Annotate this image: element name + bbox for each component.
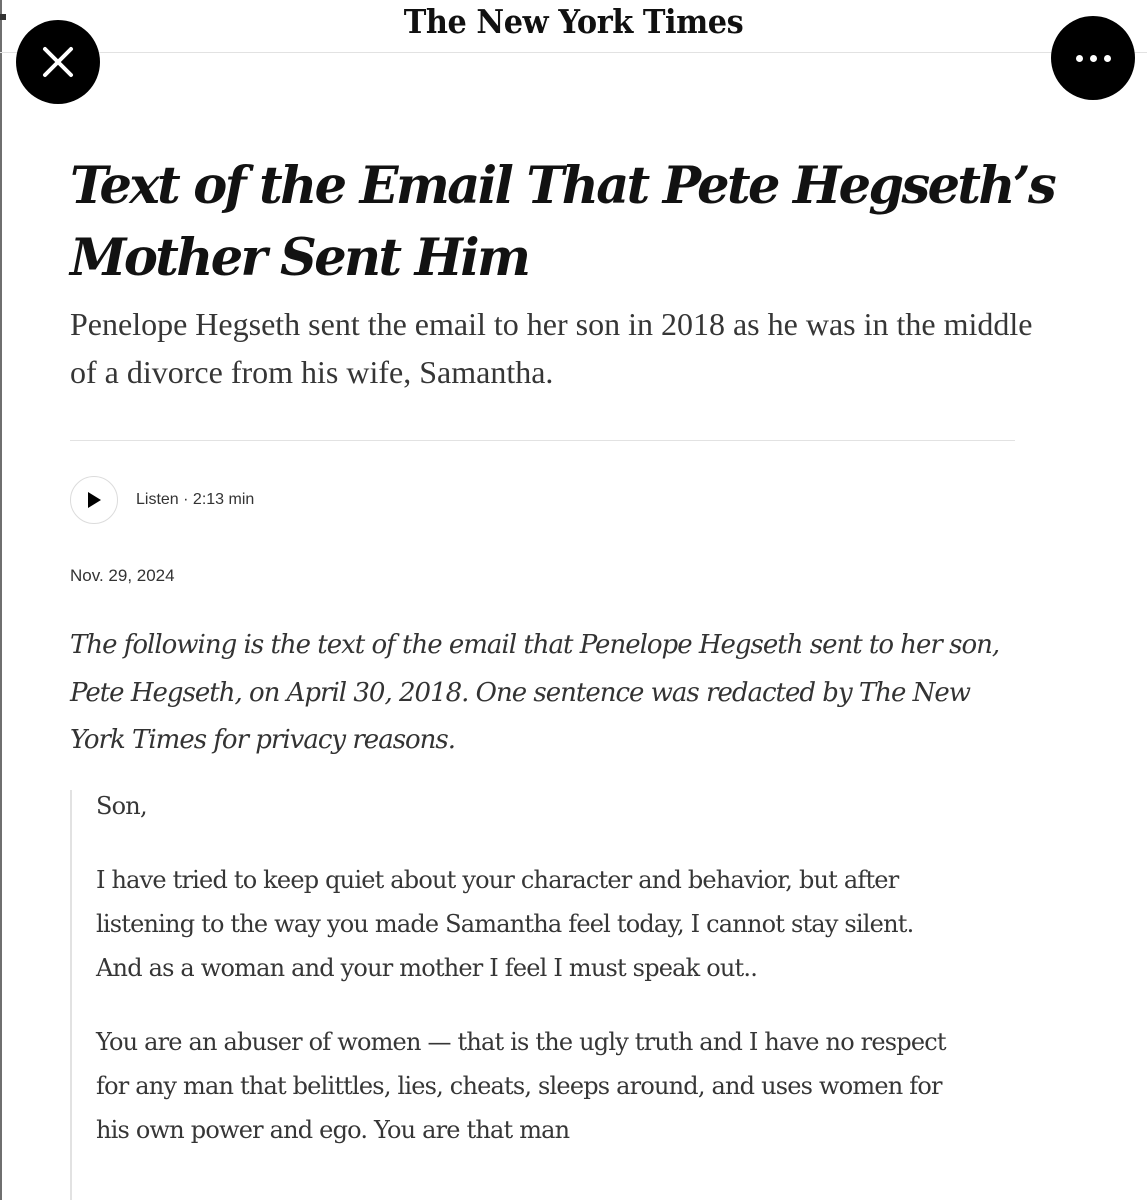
more-options-button[interactable]	[1051, 16, 1135, 100]
listen-label: Listen · 2:13 min	[136, 491, 255, 508]
nyt-logo[interactable]: The New York Times	[403, 2, 744, 41]
article-headline: Text of the Email That Pete Hegseth’s Mother Sent Him	[70, 156, 1055, 288]
more-options-icon	[1076, 55, 1111, 62]
publish-date: Nov. 29, 2024	[70, 566, 175, 585]
left-edge-line	[0, 0, 2, 1200]
email-blockquote	[96, 784, 946, 1182]
close-icon	[41, 45, 75, 79]
listen-control	[70, 476, 254, 524]
email-greeting: Son,	[96, 792, 147, 820]
close-button[interactable]	[16, 20, 100, 104]
article-summary: Penelope Hegseth sent the email to her son in 2018 as he was in the middle of a divorce from his wife, Samantha.	[70, 306, 1033, 390]
play-icon	[86, 491, 102, 509]
masthead	[0, 0, 1147, 53]
article-intro: The following is the text of the email that Penelope Hegseth sent to her son, Pete Hegseth, on April 30, 2018. One sentence was redacted by The New York Times for privacy reasons.	[70, 630, 1000, 755]
email-paragraph: I have tried to keep quiet about your character and behavior, but after listening to the way you made Samantha feel today, I cannot stay silent. And as a woman and your mother I feel I must speak out..	[96, 866, 914, 982]
divider	[70, 440, 1015, 441]
play-button[interactable]	[70, 476, 118, 524]
blockquote-bar	[70, 790, 72, 1200]
email-paragraph: You are an abuser of women — that is the ugly truth and I have no respect for any man that belittles, lies, cheats, sleeps around, and uses women for his own power and ego. You are that man	[96, 1028, 946, 1144]
